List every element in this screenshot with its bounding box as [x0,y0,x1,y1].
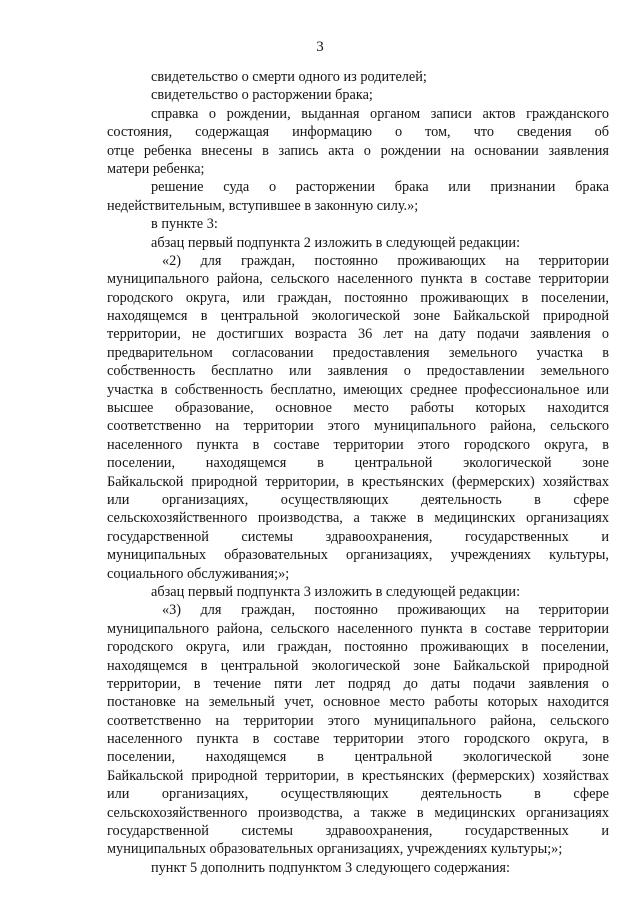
text-line: муниципальных образовательных организациях, учреждениях культуры;»; [107,841,563,858]
document-body [107,68,609,877]
text-line: сельскохозяйственного производства, а также в медицинских организациях [107,804,609,821]
text-line: постановке на земельный учет, основное место работы которых находится [107,694,609,711]
text-line: собственность бесплатно или заявления о предоставлении земельного [107,363,609,380]
text-line: пункт 5 дополнить подпунктом 3 следующего содержания: [151,859,510,876]
text-line: сельскохозяйственного производства, а также в медицинских организациях [107,510,609,527]
text-line: предварительном согласовании предоставления земельного участка в [107,344,609,361]
text-line: свидетельство о смерти одного из родителей; [151,69,427,85]
text-line: справка о рождении, выданная органом записи актов гражданского [151,105,609,122]
text-line: городского округа, или граждан, постоянно проживающих в поселении, [107,289,609,306]
text-line: населенного пункта в составе территории этого городского округа, в [107,731,609,748]
text-line: или организациях, осуществляющих деятельность в сфере [107,491,609,508]
text-line: свидетельство о расторжении брака; [151,87,373,104]
text-line: муниципальных образовательных организациях, учреждениях культуры, [107,547,609,564]
text-line: Байкальской природной территории, в крестьянских (фермерских) хозяйствах [107,767,609,784]
text-line: территории, не достигших возраста 36 лет на дату подачи заявления о [107,326,609,343]
text-line: соответственно на территории этого муниципального района, сельского [107,712,609,729]
text-line: городского округа, или граждан, постоянно проживающих в поселении, [107,639,609,656]
text-line: участка в собственность бесплатно, имеющих среднее профессиональное или [107,381,609,398]
text-line: находящемся в центральной экологической зоне Байкальской природной [107,308,609,325]
text-line: «2) для граждан, постоянно проживающих на территории [162,252,609,269]
text-line: населенного пункта в составе территории этого городского округа, в [107,436,609,453]
text-line: или организациях, осуществляющих деятельность в сфере [107,786,609,803]
text-line: территории, в течение пяти лет подряд до даты подачи заявления о [107,675,609,692]
text-line: государственной системы здравоохранения, государственных и [107,528,609,545]
text-line: социального обслуживания;»; [107,565,290,582]
text-line: поселении, находящемся в центральной экологической зоне [107,455,609,472]
text-line: в пункте 3: [151,216,218,233]
text-line: находящемся в центральной экологической зоне Байкальской природной [107,657,609,674]
text-line: матери ребенка; [107,160,205,177]
text-line: поселении, находящемся в центральной экологической зоне [107,749,609,766]
text-line: состояния, содержащая информацию о том, что сведения об [107,124,609,141]
text-line: соответственно на территории этого муниципального района, сельского [107,418,609,435]
text-line: государственной системы здравоохранения, государственных и [107,823,609,840]
text-line: отце ребенка внесены в запись акта о рождении на основании заявления [107,142,609,159]
text-line: муниципального района, сельского населенного пункта в составе территории [107,271,609,288]
text-line: решение суда о расторжении брака или признании брака [151,179,609,196]
text-line: абзац первый подпункта 2 изложить в следующей редакции: [151,234,521,251]
text-line: Байкальской природной территории, в крестьянских (фермерских) хозяйствах [107,473,609,490]
text-line: недействительным, вступившее в законную силу.»; [107,197,419,214]
text-line: абзац первый подпункта 3 изложить в следующей редакции: [151,583,521,600]
page-number: 3 [316,39,324,55]
text-line: «3) для граждан, постоянно проживающих на территории [162,602,609,619]
text-line: муниципального района, сельского населенного пункта в составе территории [107,620,609,637]
text-line: высшее образование, основное место работы которых находится [107,400,609,417]
